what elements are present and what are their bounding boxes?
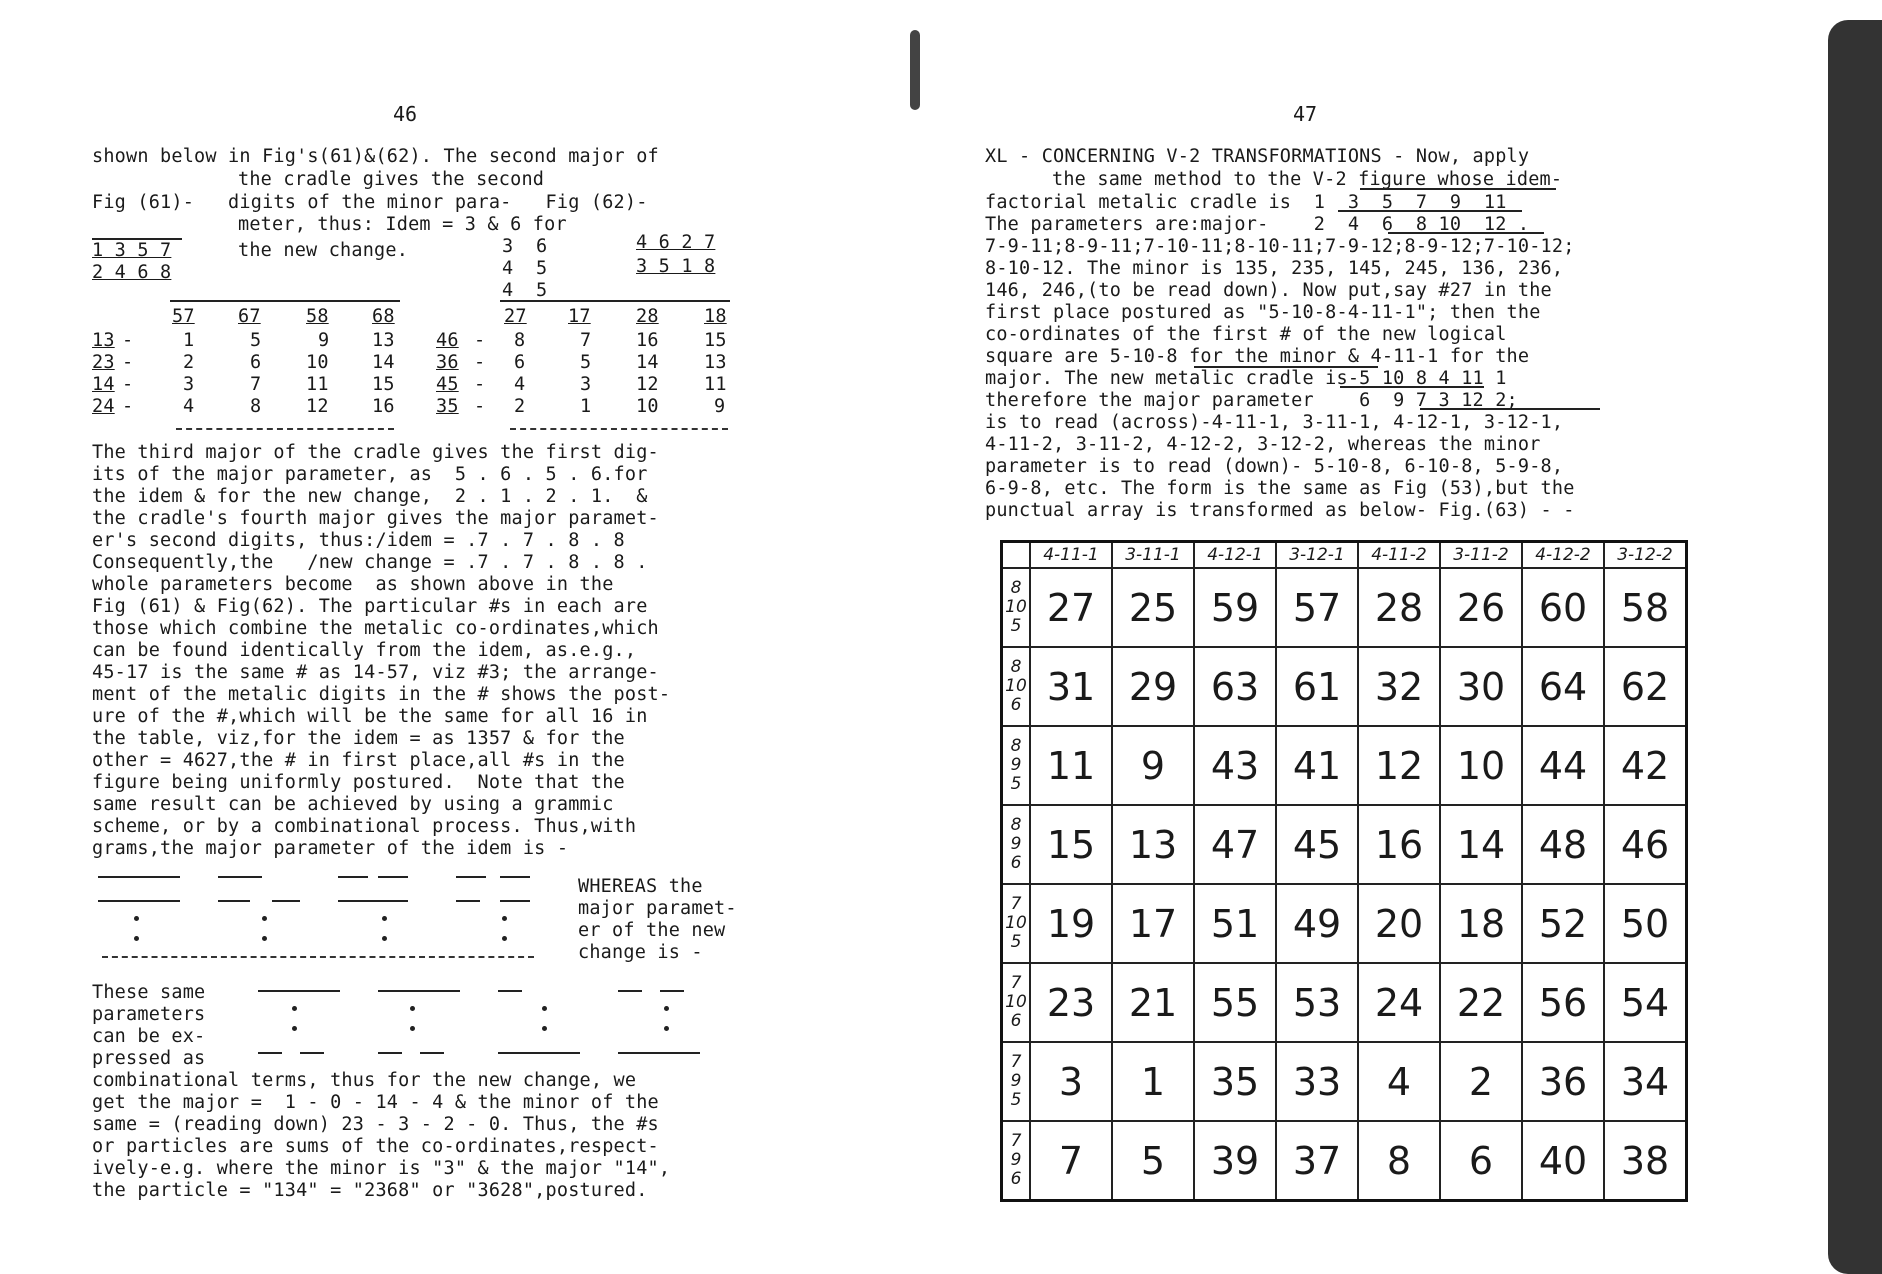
fig61-cell: 9	[318, 330, 330, 351]
fig63-row-label-digit: 7	[1010, 894, 1022, 914]
fig63-cell: 4	[1358, 1042, 1440, 1121]
text-line: is to read (across)-4-11-1, 3-11-1, 4-12-1, 3-12-1,	[985, 412, 1564, 433]
text-line: meter, thus: Idem = 3 & 6 for	[238, 214, 567, 235]
fig63-col-header: 3-12-1	[1276, 542, 1358, 569]
text-line: therefore the major parameter 6 9 7 3 12 2;	[985, 390, 1518, 411]
text-line: co-ordinates of the first # of the new logical	[985, 324, 1507, 345]
text-line: first place postured as "5-10-8-4-11-1"; then the	[985, 302, 1541, 323]
text-line: the same method to the V-2 figure whose idem-	[1052, 169, 1563, 190]
text-line: major. The new metalic cradle is-5 10 8 4 11 1	[985, 368, 1507, 389]
fig63-cell: 56	[1522, 963, 1604, 1042]
text-line: 7-9-11;8-9-11;7-10-11;8-10-11;7-9-12;8-9-12;7-10-12;	[985, 236, 1575, 257]
fig63-cell: 33	[1276, 1042, 1358, 1121]
fig61-idem-bottom: 2 4 6 8	[92, 262, 172, 283]
fig63-row-label-digit: 5	[1010, 774, 1022, 794]
fig63-row-label	[1002, 726, 1031, 805]
fig62-cell: 7	[580, 330, 592, 351]
page-number-left: 46	[393, 102, 418, 126]
fig63-cell: 2	[1440, 1042, 1522, 1121]
fig63-cell: 55	[1194, 963, 1276, 1042]
fig63-cell: 13	[1112, 805, 1194, 884]
fig63-row-label-digit: 7	[1010, 1131, 1022, 1151]
fig63-cell: 63	[1194, 647, 1276, 726]
fig63-cell: 53	[1276, 963, 1358, 1042]
fig61-col-header: 67	[238, 306, 261, 327]
fig63-cell: 30	[1440, 647, 1522, 726]
fig62-cell: 16	[636, 330, 659, 351]
fig62-row-label: 46	[436, 330, 459, 351]
fig62-cell: 12	[636, 374, 659, 395]
fig61-cell: 6	[250, 352, 262, 373]
fig62-cell: 15	[704, 330, 727, 351]
fig63-cell: 28	[1358, 568, 1440, 647]
page-number-right: 47	[1293, 102, 1318, 126]
fig63-row-label-digit: 8	[1010, 815, 1022, 835]
fig63-row	[1002, 647, 1687, 726]
text-line: major paramet-	[578, 898, 737, 919]
fig62-cell: 2	[514, 396, 526, 417]
fig62-cell: 14	[636, 352, 659, 373]
fig63-cell: 29	[1112, 647, 1194, 726]
fig63-cell: 23	[1030, 963, 1112, 1042]
fig63-cell: 8	[1358, 1121, 1440, 1201]
fig62-cell: 1	[580, 396, 592, 417]
fig63-cell: 15	[1030, 805, 1112, 884]
fig63-cell: 25	[1112, 568, 1194, 647]
fig63-col-header: 3-11-2	[1440, 542, 1522, 569]
text-line: whole parameters become as shown above in the	[92, 574, 614, 595]
fig63-row-label-digit: 9	[1010, 1150, 1022, 1170]
text-line: change is -	[578, 942, 703, 963]
text-line: its of the major parameter, as 5 . 6 . 5 . 6.for	[92, 464, 648, 485]
idem-pair: 3 6	[502, 236, 548, 257]
fig61-cell: 13	[372, 330, 395, 351]
fig63-cell: 45	[1276, 805, 1358, 884]
fig63-col-header: 4-11-2	[1358, 542, 1440, 569]
section-heading: XL - CONCERNING V-2 TRANSFORMATIONS - Now, apply	[985, 146, 1530, 167]
text-line: figure being uniformly postured. Note that the	[92, 772, 625, 793]
fig63-cell: 19	[1030, 884, 1112, 963]
text-line: 4-11-2, 3-11-2, 4-12-2, 3-12-2, whereas the minor	[985, 434, 1541, 455]
fig62-cell: 8	[514, 330, 526, 351]
fig62-top-row: 4 6 2 7	[636, 232, 716, 253]
fig63-row-label-digit: 6	[1010, 853, 1022, 873]
fig63-cell: 16	[1358, 805, 1440, 884]
text-line: 8-10-12. The minor is 135, 235, 145, 245, 136, 236,	[985, 258, 1564, 279]
fig63-row-label-digit: 5	[1010, 1090, 1022, 1110]
fig63-cell: 20	[1358, 884, 1440, 963]
fig61-cell: 10	[306, 352, 329, 373]
text-line: those which combine the metalic co-ordinates,which	[92, 618, 659, 639]
text-line: or particles are sums of the co-ordinates,respect-	[92, 1136, 659, 1157]
fig61-cell: 7	[250, 374, 262, 395]
fig63-cell: 48	[1522, 805, 1604, 884]
fig63-col-header: 4-12-1	[1194, 542, 1276, 569]
fig63-row-label	[1002, 647, 1031, 726]
fig62-row-label: 45	[436, 374, 459, 395]
fig63-row-label-digit: 10	[1005, 676, 1027, 696]
text-line: The third major of the cradle gives the first dig-	[92, 442, 659, 463]
fig63-cell: 59	[1194, 568, 1276, 647]
fig61-cell: 3	[183, 374, 195, 395]
fig63-cell: 49	[1276, 884, 1358, 963]
fig63-cell: 24	[1358, 963, 1440, 1042]
text-line: Fig (61)- digits of the minor para- Fig (62)-	[92, 192, 648, 213]
text-line: get the major = 1 - 0 - 14 - 4 & the minor of the	[92, 1092, 659, 1113]
fig62-cell: 3	[580, 374, 592, 395]
fig63-row-label	[1002, 1042, 1031, 1121]
fig63-row-label-digit: 10	[1005, 913, 1027, 933]
text-line: other = 4627,the # in first place,all #s in the	[92, 750, 625, 771]
fig62-col-header: 27	[504, 306, 527, 327]
fig63-col-header: 4-12-2	[1522, 542, 1604, 569]
fig63-cell: 47	[1194, 805, 1276, 884]
fig63-cell: 58	[1604, 568, 1687, 647]
fig61-cell: 14	[372, 352, 395, 373]
fig63-row-label-digit: 7	[1010, 1052, 1022, 1072]
text-line: the cradle's fourth major gives the major paramet-	[92, 508, 659, 529]
fig63-table	[1000, 540, 1688, 1202]
fig61-cell: 12	[306, 396, 329, 417]
fig62-cell: 13	[704, 352, 727, 373]
text-line: grams,the major parameter of the idem is -	[92, 838, 569, 859]
fig63-row	[1002, 963, 1687, 1042]
fig63-cell: 9	[1112, 726, 1194, 805]
fig63-cell: 18	[1440, 884, 1522, 963]
fig63-row	[1002, 884, 1687, 963]
text-line: 45-17 is the same # as 14-57, viz #3; the arrange-	[92, 662, 659, 683]
fig63-row-label-digit: 6	[1010, 695, 1022, 715]
text-line: shown below in Fig's(61)&(62). The second major of	[92, 146, 659, 167]
fig63-cell: 39	[1194, 1121, 1276, 1201]
fig62-row-label: 35	[436, 396, 459, 417]
fig63-cell: 10	[1440, 726, 1522, 805]
fig63-cell: 50	[1604, 884, 1687, 963]
fig63-row-label-digit: 9	[1010, 834, 1022, 854]
fig63-cell: 54	[1604, 963, 1687, 1042]
fig62-cell: 9	[714, 396, 726, 417]
fig61-cell: 15	[372, 374, 395, 395]
fig61-row-label: 24	[92, 396, 115, 417]
fig62-cell: 4	[514, 374, 526, 395]
text-line: ively-e.g. where the minor is "3" & the major "14",	[92, 1158, 671, 1179]
gutter-smudge	[910, 30, 920, 110]
fig63-cell: 32	[1358, 647, 1440, 726]
text-line: er's second digits, thus:/idem = .7 . 7 . 8 . 8	[92, 530, 625, 551]
text-line: er of the new	[578, 920, 726, 941]
fig63-cell: 27	[1030, 568, 1112, 647]
text-line: same result can be achieved by using a grammic	[92, 794, 614, 815]
fig63-row-label-digit: 9	[1010, 755, 1022, 775]
fig63-cell: 57	[1276, 568, 1358, 647]
fig63-row	[1002, 1042, 1687, 1121]
fig62-cell: 6	[514, 352, 526, 373]
fig62-bottom-row: 3 5 1 8	[636, 256, 716, 277]
text-line: pressed as	[92, 1048, 206, 1069]
fig63-row	[1002, 1121, 1687, 1201]
fig61-idem-top: 1 3 5 7	[92, 240, 172, 261]
text-line: The parameters are:major- 2 4 6 8 10 12 .	[985, 214, 1530, 235]
fig61-cell: 2	[183, 352, 195, 373]
fig63-cell: 62	[1604, 647, 1687, 726]
text-line: 6-9-8, etc. The form is the same as Fig (53),but the	[985, 478, 1575, 499]
fig62-cell: 10	[636, 396, 659, 417]
fig63-cell: 40	[1522, 1121, 1604, 1201]
text-line: parameter is to read (down)- 5-10-8, 6-10-8, 5-9-8,	[985, 456, 1564, 477]
fig63-cell: 12	[1358, 726, 1440, 805]
text-line: ure of the #,which will be the same for all 16 in	[92, 706, 648, 727]
fig63-row-label	[1002, 805, 1031, 884]
fig63-row-label-digit: 8	[1010, 657, 1022, 677]
text-line: 146, 246,(to be read down). Now put,say #27 in the	[985, 280, 1552, 301]
fig63-cell: 43	[1194, 726, 1276, 805]
fig61-col-header: 58	[306, 306, 329, 327]
text-line: WHEREAS the	[578, 876, 703, 897]
text-line: scheme, or by a combinational process. Thus,with	[92, 816, 637, 837]
idem-pair: 4 5	[502, 280, 548, 301]
text-line: the cradle gives the second	[238, 169, 545, 190]
fig63-row	[1002, 568, 1687, 647]
text-line: ment of the metalic digits in the # shows the post-	[92, 684, 671, 705]
text-line: combinational terms, thus for the new change, we	[92, 1070, 637, 1091]
fig63-cell: 22	[1440, 963, 1522, 1042]
fig63-row-label	[1002, 963, 1031, 1042]
fig63-row	[1002, 726, 1687, 805]
text-line: Fig (61) & Fig(62). The particular #s in each are	[92, 596, 648, 617]
fig63-row-label-digit: 10	[1005, 992, 1027, 1012]
fig63-cell: 11	[1030, 726, 1112, 805]
text-line: can be found identically from the idem, as.e.g.,	[92, 640, 637, 661]
fig63-row-label	[1002, 568, 1031, 647]
fig63-cell: 35	[1194, 1042, 1276, 1121]
fig63-cell: 7	[1030, 1121, 1112, 1201]
fig63-cell: 64	[1522, 647, 1604, 726]
fig63-cell: 36	[1522, 1042, 1604, 1121]
text-line: square are 5-10-8 for the minor & 4-11-1 for the	[985, 346, 1530, 367]
fig63-row-label-digit: 10	[1005, 597, 1027, 617]
fig62-row-label: 36	[436, 352, 459, 373]
fig63-row-label	[1002, 884, 1031, 963]
left-page: 46 shown below in Fig's(61)&(62). The second major of the cradle gives the second Fig (61)- digits of the minor para- Fig (62)- meter, thus: Idem = 3 & 6 for 1 3 5 7 the new change. 2 4 6 8 4 6 2 7 3 5 1 8 3 6 4 5 4 5 57 67 58 68 13 - 1 5 9 13 23 - 2 6 10 14 14 - 3 7 11 15 24 - 4 8 12 16 27 17 28 18 46 - 8 7 16 15 36 - 6 5 14 13 45 - 4 3 12 11 35 - 2 1 10 9 The third major of the cradle gives the first dig- its of the major parameter, as 5 . 6 . 5 . 6.for the idem & for the new change, 2 . 1 . 2 . 1. & the cradle's fourth major gives the major paramet- er's second digits, thus:/idem = .7 . 7 . 8 . 8 Consequently,the /new change = .7 . 7 . 8 . 8 . whole parameters become as shown above in the Fig (61) & Fig(62). The particular #s in each are those which combine the metalic co-ordinates,which can be found identically from the idem, as.e.g., 45-17 is the same # as 14-57, viz #3; the arrange- ment of the metalic digits in the # shows the post- ure of the #,which will be the same for all 16 in the table, viz,for the idem = as 1357 & for the other = 4627,the # in first place,all #s in the figure being uniformly postured. Note that the same result can be achieved by using a grammic scheme, or by a combinational process. Thus,with grams,the major parameter of the idem is - WHEREAS the major paramet- er of the new change is - These same parameters can be ex- pressed as combinational terms, thus for the new change, we get the major = 1 - 0 - 14 - 4 & the minor of the same = (reading down) 23 - 3 - 2 - 0. Thus, the #s or particles are sums of the co-ordinates,respect- ively-e.g. where the minor is "3" & the major "14", the particle = "134" = "2368" or "3628",postured.	[92, 102, 737, 1201]
fig61-cell: 8	[250, 396, 262, 417]
fig63-cell: 42	[1604, 726, 1687, 805]
fig63-row-label-digit: 5	[1010, 616, 1022, 636]
text-line: can be ex-	[92, 1026, 206, 1047]
fig63-col-header: 4-11-1	[1030, 542, 1112, 569]
fig63-cell: 38	[1604, 1121, 1687, 1201]
text-line: parameters	[92, 1004, 206, 1025]
text-line: These same	[92, 982, 206, 1003]
fig63-cell: 46	[1604, 805, 1687, 884]
fig61-cell: 11	[306, 374, 329, 395]
fig63-row-label-digit: 8	[1010, 736, 1022, 756]
fig61-row-label: 13	[92, 330, 115, 351]
fig61-cell: 5	[250, 330, 262, 351]
text-line: the particle = "134" = "2368" or "3628",postured.	[92, 1180, 648, 1201]
fig62-col-header: 17	[568, 306, 591, 327]
fig63-cell: 14	[1440, 805, 1522, 884]
fig62-cell: 11	[704, 374, 727, 395]
fig61-cell: 16	[372, 396, 395, 417]
fig63-cell: 5	[1112, 1121, 1194, 1201]
fig62-cell: 5	[580, 352, 592, 373]
fig61-row-label: 14	[92, 374, 115, 395]
fig63-row-label-digit: 6	[1010, 1011, 1022, 1031]
fig61-row-label: 23	[92, 352, 115, 373]
fig63-cell: 60	[1522, 568, 1604, 647]
fig63-row-label-digit: 8	[1010, 578, 1022, 598]
fig63-header-row	[1002, 542, 1687, 569]
text-line: the table, viz,for the idem = as 1357 & for the	[92, 728, 625, 749]
fig62-col-header: 28	[636, 306, 659, 327]
fig63-col-header: 3-11-1	[1112, 542, 1194, 569]
fig63-cell: 51	[1194, 884, 1276, 963]
fig63-cell: 52	[1522, 884, 1604, 963]
fig63-row-label-digit: 5	[1010, 932, 1022, 952]
fig63-cell: 37	[1276, 1121, 1358, 1201]
fig63-cell: 31	[1030, 647, 1112, 726]
text-line: punctual array is transformed as below- Fig.(63) - -	[985, 500, 1575, 521]
fig61-col-header: 57	[172, 306, 195, 327]
fig63-cell: 26	[1440, 568, 1522, 647]
text-line: the new change.	[238, 240, 409, 261]
fig63-cell: 1	[1112, 1042, 1194, 1121]
text-line: same = (reading down) 23 - 3 - 2 - 0. Thus, the #s	[92, 1114, 659, 1135]
fig63-cell: 61	[1276, 647, 1358, 726]
fig63-cell: 34	[1604, 1042, 1687, 1121]
idem-pair: 4 5	[502, 258, 548, 279]
fig61-cell: 4	[183, 396, 195, 417]
fig63-row-label-digit: 7	[1010, 973, 1022, 993]
text-line: the idem & for the new change, 2 . 1 . 2 . 1. &	[92, 486, 648, 507]
fig61-cell: 1	[183, 330, 195, 351]
text-line: Consequently,the /new change = .7 . 7 . 8 . 8 .	[92, 552, 648, 573]
fig63-corner	[1002, 542, 1031, 569]
fig62-col-header: 18	[704, 306, 727, 327]
fig63-cell: 21	[1112, 963, 1194, 1042]
fig63-row-label-digit: 9	[1010, 1071, 1022, 1091]
text-line: factorial metalic cradle is 1 3 5 7 9 11	[985, 192, 1507, 213]
fig63-cell: 6	[1440, 1121, 1522, 1201]
fig63-col-header: 3-12-2	[1604, 542, 1687, 569]
fig63-cell: 41	[1276, 726, 1358, 805]
fig61-col-header: 68	[372, 306, 395, 327]
fig63-row-label-digit: 6	[1010, 1169, 1022, 1189]
fig63-cell: 3	[1030, 1042, 1112, 1121]
fig63-row-label	[1002, 1121, 1031, 1201]
fig63-row	[1002, 805, 1687, 884]
fig63-cell: 17	[1112, 884, 1194, 963]
fig63-cell: 44	[1522, 726, 1604, 805]
